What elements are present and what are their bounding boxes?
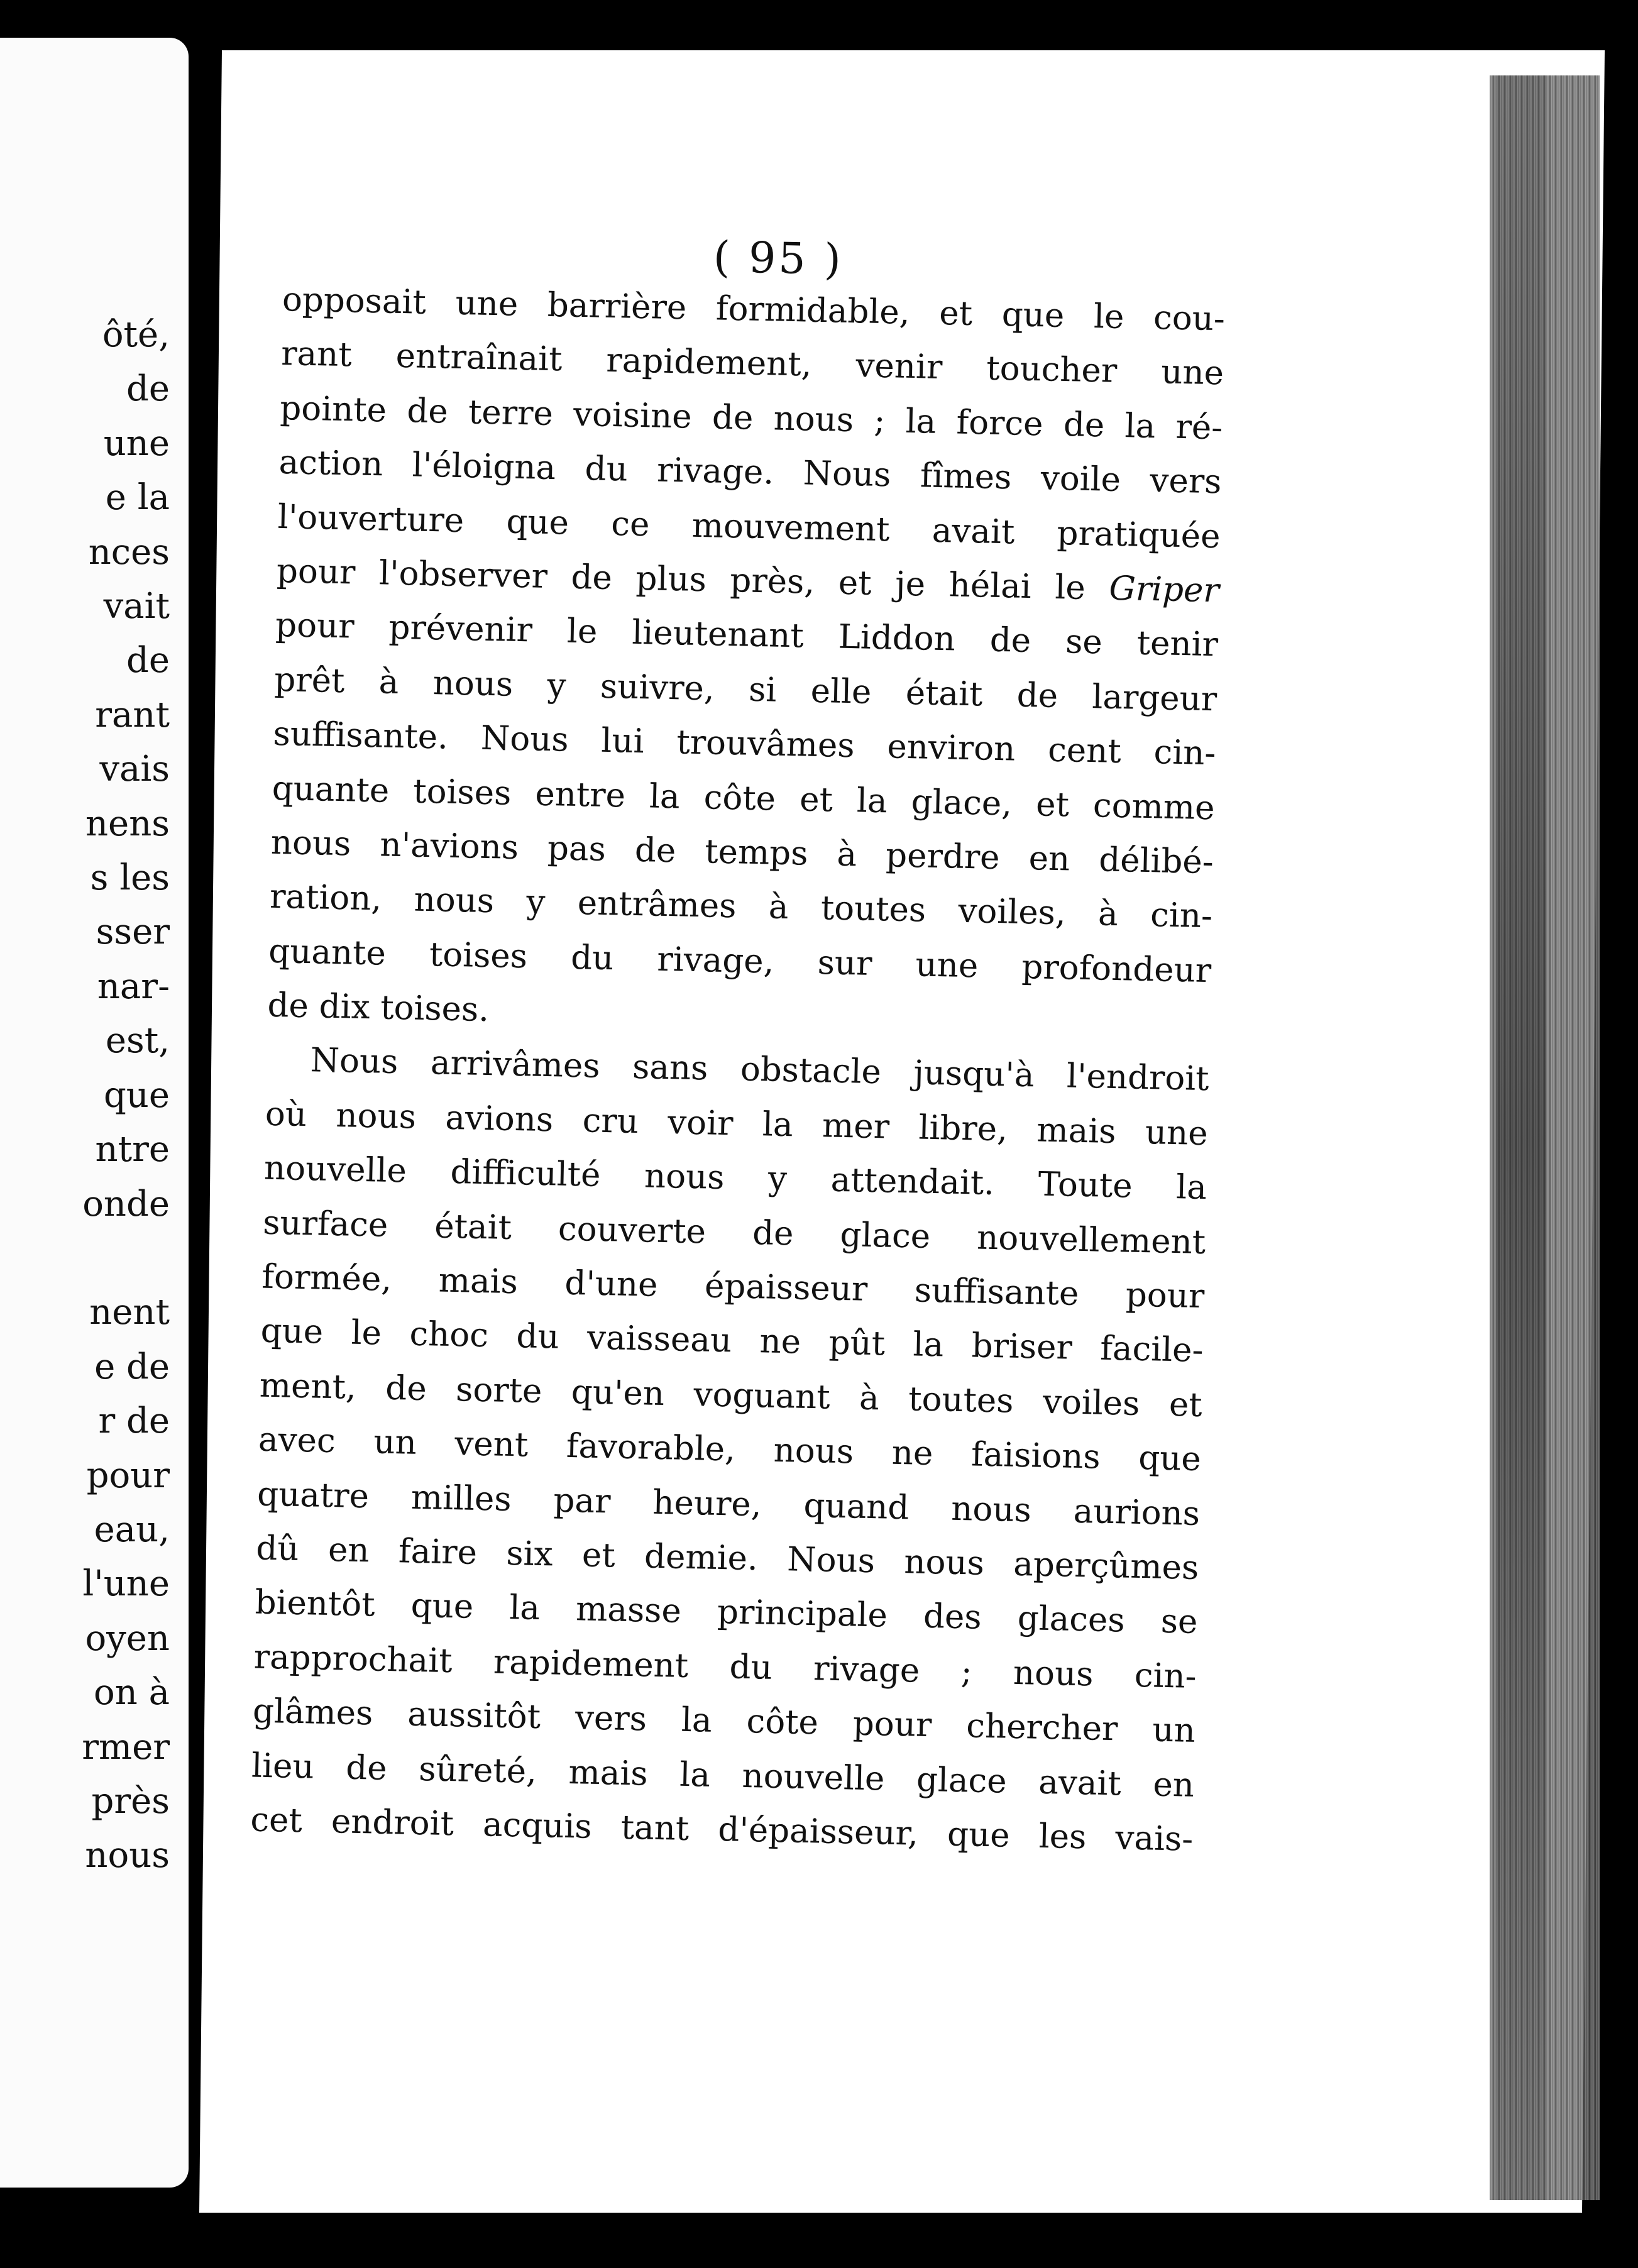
page-number: ( 95 ) — [713, 232, 844, 285]
text-line: nous n'avions pas de temps à perdre en délibé- — [270, 823, 1214, 882]
text-line: pointe de terre voisine de nous ; la force de la ré- — [279, 388, 1223, 448]
text-line-start: pour l'observer de plus près, et je hélai le — [276, 551, 1086, 607]
left-page-line: ôté, — [102, 314, 170, 355]
left-page-line: eau, — [94, 1509, 170, 1550]
text-line: bientôt que la masse principale des glaces se — [255, 1583, 1198, 1642]
text-line: quante toises entre la côte et la glace, et comme — [272, 769, 1216, 827]
paragraph-2 — [250, 1033, 1210, 1867]
text-line: prêt à nous y suivre, si elle était de largeur — [273, 660, 1218, 718]
left-page-line: sser — [96, 911, 170, 953]
text-line: formée, mais d'une épaisseur suffisante pour — [261, 1257, 1205, 1316]
text-line: nouvelle difficulté nous y attendait. Toute la — [263, 1148, 1207, 1208]
left-page-line: nces — [88, 531, 170, 573]
left-page-line: une — [103, 422, 170, 464]
text-line: surface était couverte de glace nouvellement — [262, 1203, 1206, 1262]
left-page-line: nous — [85, 1835, 170, 1876]
body-text — [250, 273, 1226, 1867]
left-page-line: rant — [95, 694, 170, 735]
left-page-line: nens — [85, 803, 170, 844]
left-page-line: vais — [99, 749, 170, 790]
left-page-line: ntre — [95, 1129, 170, 1170]
left-page-line: onde — [82, 1183, 170, 1225]
text-line: lieu de sûreté, mais la nouvelle glace avait en — [251, 1746, 1195, 1805]
left-page-line: r de — [98, 1401, 170, 1442]
left-page-line: on à — [94, 1672, 170, 1714]
left-page-line: l'une — [82, 1563, 170, 1605]
text-line: l'ouverture que ce mouvement avait pratiquée — [277, 497, 1221, 556]
text-line: pour prévenir le lieutenant Liddon de se tenir — [275, 606, 1219, 664]
text-line: que le choc du vaisseau ne pût la briser facile- — [260, 1312, 1204, 1370]
text-line: avec un vent favorable, nous ne faisions que — [258, 1420, 1202, 1479]
text-line: de dix toises. — [267, 986, 490, 1030]
text-line: glâmes aussitôt vers la côte pour chercher un — [252, 1692, 1196, 1751]
text-line: ment, de sorte qu'en voguant à toutes voiles et — [259, 1366, 1203, 1424]
left-page-line: de — [126, 640, 170, 681]
left-page-line: est, — [105, 1020, 170, 1062]
text-line: rapprochait rapidement du rivage ; nous cin- — [253, 1638, 1197, 1696]
text-line: où nous avions cru voir la mer libre, mais une — [265, 1094, 1209, 1153]
text-line: ration, nous y entrâmes à toutes voiles, à cin- — [269, 878, 1213, 936]
text-line: rant entraînait rapidement, venir toucher une — [280, 334, 1224, 393]
left-page-fragment — [0, 38, 189, 2188]
text-line: cet endroit acquis tant d'épaisseur, que les vais- — [250, 1800, 1194, 1859]
left-page-text — [6, 308, 170, 1883]
left-page-line: rmer — [82, 1726, 170, 1768]
text-line: opposait une barrière formidable, et que le cou- — [282, 280, 1226, 339]
text-line: Nous arrivâmes sans obstacle jusqu'à l'endroit — [310, 1041, 1210, 1099]
text-line: quatre milles par heure, quand nous aurions — [256, 1475, 1201, 1533]
left-page-line: nar- — [97, 966, 170, 1007]
text-line: quante toises du rivage, sur une profondeur — [268, 932, 1212, 990]
text-line: action l'éloigna du rivage. Nous fîmes voile vers — [278, 443, 1222, 502]
left-page-line: que — [103, 1074, 170, 1116]
page-edge-shadow — [1496, 75, 1546, 2200]
text-line: suffisante. Nous lui trouvâmes environ cent cin- — [272, 714, 1216, 773]
left-page-line: e la — [105, 477, 170, 519]
left-page-line: vait — [103, 586, 170, 627]
ship-name-griper: Griper — [1108, 569, 1220, 610]
left-page-line: pour — [86, 1455, 170, 1496]
left-page-line: de — [126, 368, 170, 410]
left-page-line: e de — [94, 1346, 170, 1387]
paragraph-1 — [267, 273, 1226, 1053]
text-line: dû en faire six et demie. Nous nous aperçûmes — [255, 1529, 1199, 1587]
left-page-line — [6, 1231, 170, 1285]
left-page-line: oyen — [85, 1617, 170, 1659]
left-page-line: près — [91, 1780, 170, 1822]
left-page-line: nent — [89, 1292, 170, 1333]
left-page-line: s les — [90, 857, 170, 899]
